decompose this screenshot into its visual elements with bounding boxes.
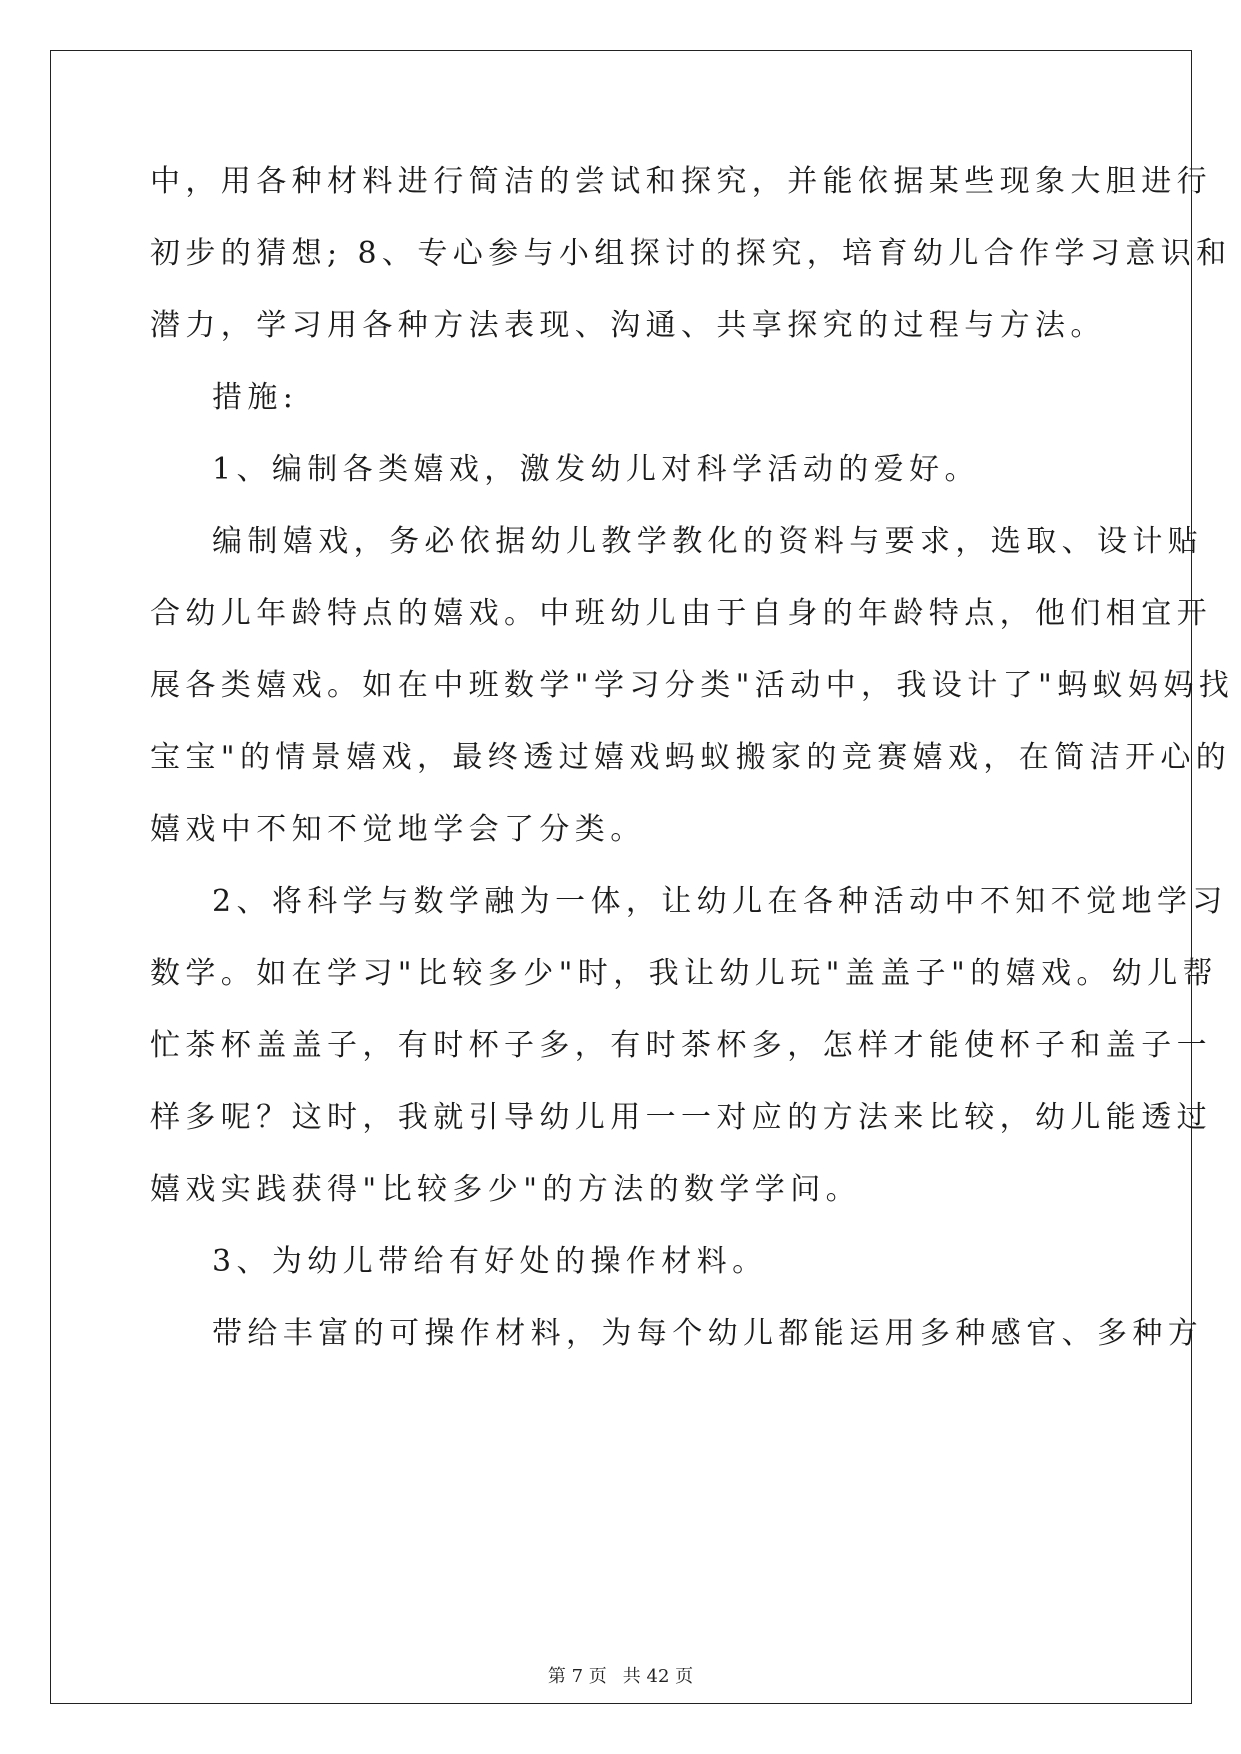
text-line-8: 展各类嬉戏。如在中班数学"学习分类"活动中，我设计了"蚂蚁妈妈找: [150, 668, 1235, 703]
text-line-16: 3、为幼儿带给有好处的操作材料。: [212, 1244, 768, 1279]
text-line-2: 初步的猜想; 8、专心参与小组探讨的探究，培育幼儿合作学习意识和: [150, 236, 1232, 271]
text-line-5: 1、编制各类嬉戏，激发幼儿对科学活动的爱好。: [212, 452, 980, 487]
text-line-14: 样多呢？这时，我就引导幼儿用一一对应的方法来比较，幼儿能透过: [150, 1100, 1212, 1135]
text-line-9: 宝宝"的情景嬉戏，最终透过嬉戏蚂蚁搬家的竞赛嬉戏，在简洁开心的: [150, 740, 1232, 775]
text-line-10: 嬉戏中不知不觉地学会了分类。: [150, 812, 646, 847]
page-total: 共 42 页: [622, 1666, 694, 1687]
page-footer: [0, 1666, 1241, 1688]
document-body: [150, 162, 1235, 1386]
text-line-3: 潜力，学习用各种方法表现、沟通、共享探究的过程与方法。: [150, 308, 1106, 343]
text-line-13: 忙茶杯盖盖子，有时杯子多，有时茶杯多，怎样才能使杯子和盖子一: [150, 1028, 1212, 1063]
text-line-15: 嬉戏实践获得"比较多少"的方法的数学学问。: [150, 1172, 861, 1207]
text-line-11: 2、将科学与数学融为一体，让幼儿在各种活动中不知不觉地学习: [212, 884, 1228, 919]
page-number: 第 7 页: [547, 1666, 607, 1687]
text-line-6: 编制嬉戏，务必依据幼儿教学教化的资料与要求，选取、设计贴: [212, 524, 1204, 559]
text-line-7: 合幼儿年龄特点的嬉戏。中班幼儿由于自身的年龄特点，他们相宜开: [150, 596, 1212, 631]
text-line-1: 中，用各种材料进行简洁的尝试和探究，并能依据某些现象大胆进行: [150, 164, 1212, 199]
text-line-4: 措施:: [212, 380, 299, 415]
text-line-17: 带给丰富的可操作材料，为每个幼儿都能运用多种感官、多种方: [212, 1316, 1204, 1351]
text-line-12: 数学。如在学习"比较多少"时，我让幼儿玩"盖盖子"的嬉戏。幼儿帮: [150, 956, 1218, 991]
